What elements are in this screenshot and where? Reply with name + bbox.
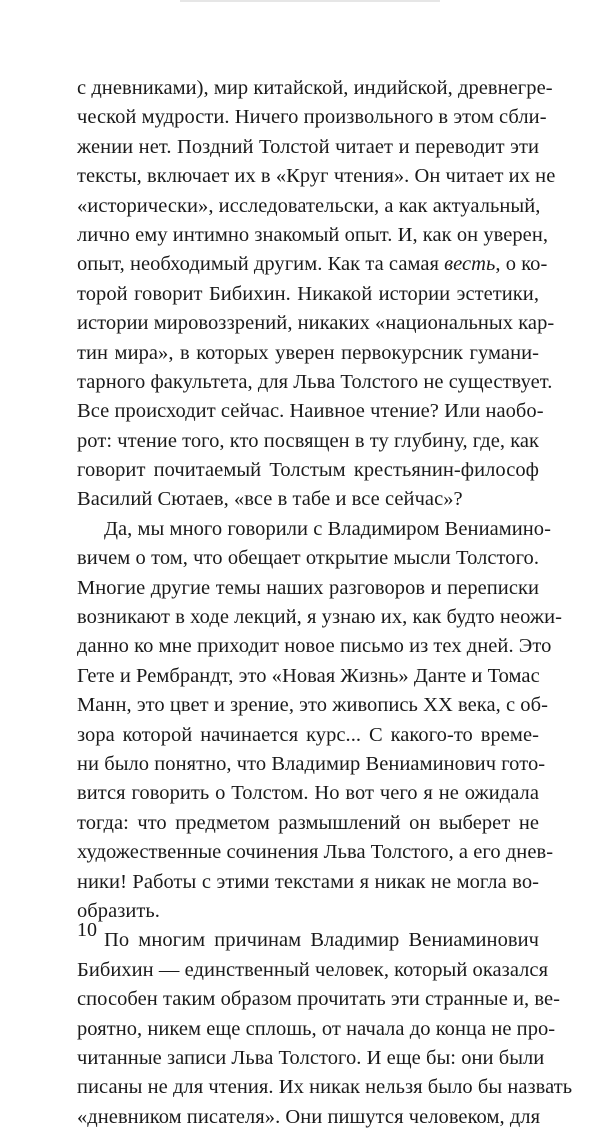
text-line: ческой мудрости. Ничего произвольного в этом сбли-: [77, 106, 547, 129]
paragraph-end-line: образить.: [77, 899, 160, 922]
page-number: 10: [77, 919, 97, 941]
text-line: тин мира», в которых уверен первокурсник гумани-: [77, 341, 539, 364]
text-line: «исторически», исследовательски, а как актуальный,: [77, 194, 541, 217]
text-line: лично ему интимно знакомый опыт. И, как он уверен,: [77, 223, 549, 246]
text-line: вичем о том, что обещает открытие мысли Толстого.: [77, 547, 539, 570]
text-line: зора которой начинается курс... С какого-то време-: [77, 723, 539, 746]
text-line: данно ко мне приходит новое письмо из тех дней. Это: [77, 635, 552, 658]
text-line: истории мировоззрений, никаких «национальных кар-: [77, 312, 555, 335]
paragraph-first-line: По многим причинам Владимир Вениаминович: [104, 929, 539, 952]
text-line: тогда: что предметом размышлений он выберет не: [77, 811, 539, 834]
text-line: рот: чтение того, кто посвящен в ту глубину, где, как: [77, 429, 540, 452]
text-line: возникают в ходе лекций, я узнаю их, как будто неожи-: [77, 606, 562, 629]
text-line: тарного факультета, для Льва Толстого не существует.: [77, 370, 553, 393]
text-line: роятно, никем еще сплошь, от начала до конца не про-: [77, 1017, 556, 1040]
text-line: вится говорить о Толстом. Но вот чего я не ожидала: [77, 782, 539, 805]
text-line: [77, 250, 548, 279]
text-line: говорит почитаемый Толстым крестьянин-философ: [77, 459, 539, 482]
paragraph-end-line: Василий Сютаев, «все в табе и все сейчас»?: [77, 488, 463, 511]
text-line: с дневниками), мир китайской, индийской, древнегре-: [77, 77, 553, 99]
text-line: Многие другие темы наших разговоров и переписки: [77, 576, 539, 599]
emphasized-word: весть: [444, 253, 496, 276]
page-top-edge: [180, 0, 440, 2]
text-line: Гете и Рембрандт, это «Новая Жизнь» Данте и Томас: [77, 664, 540, 687]
text-line: Манн, это цвет и зрение, это живопись XX века, с об-: [77, 694, 548, 717]
text-line: жении нет. Поздний Толстой читает и переводит эти: [77, 135, 539, 158]
text-line: торой говорит Бибихин. Никакой истории эстетики,: [77, 282, 539, 305]
body-text: [77, 74, 573, 1132]
text-line: тексты, включает их в «Круг чтения». Он читает их не: [77, 165, 556, 188]
text-line: ни было понятно, что Владимир Вениаминович гото-: [77, 752, 546, 775]
text-line: «дневником писателя». Они пишутся человеком, для: [77, 1105, 541, 1128]
text-line: читанные записи Льва Толстого. И еще бы: они были: [77, 1046, 545, 1069]
text-line: художественные сочинения Льва Толстого, а его днев-: [77, 841, 554, 864]
paragraph-first-line: Да, мы много говорили с Владимиром Вениамино-: [104, 517, 551, 540]
text-line: Все происходит сейчас. Наивное чтение? Или наобо-: [77, 400, 544, 423]
text-line: Бибихин — единственный человек, который оказался: [77, 958, 549, 981]
text-segment: опыт, необходимый другим. Как та самая: [77, 253, 445, 276]
text-line: ники! Работы с этими текстами я никак не могла во-: [77, 870, 539, 893]
text-line: способен таким образом прочитать эти странные и, ве-: [77, 988, 561, 1011]
text-line: писаны не для чтения. Их никак нельзя было бы назвать: [77, 1076, 573, 1099]
text-segment: , о ко-: [495, 253, 548, 276]
